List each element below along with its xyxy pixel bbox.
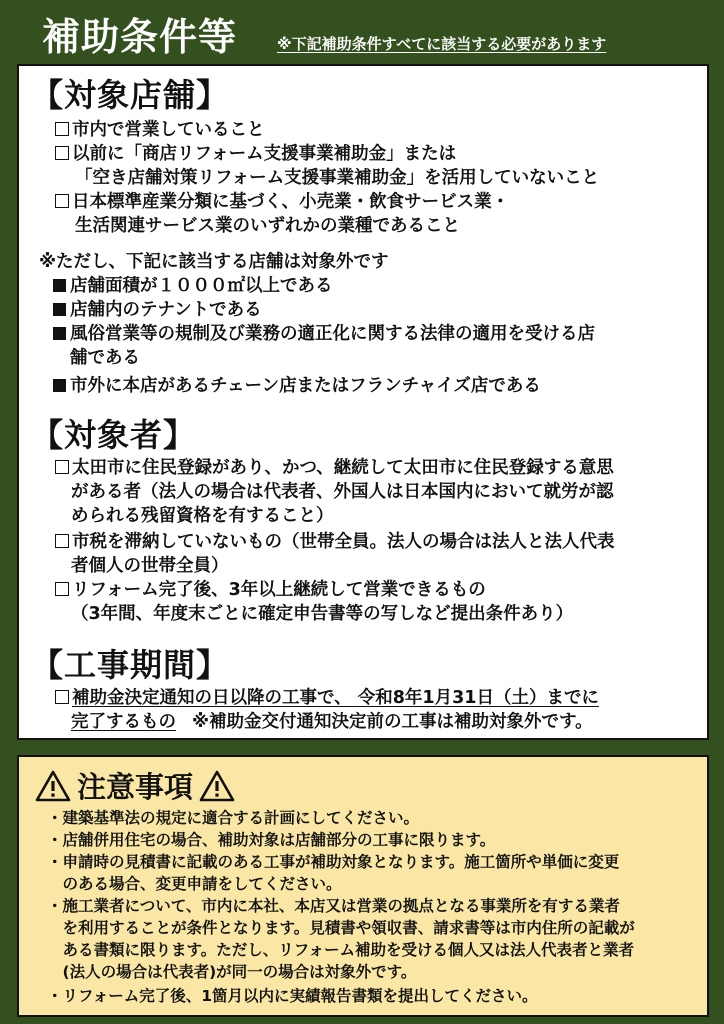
list-item: 補助金決定通知の日以降の工事で、 令和8年1月31日（土）までに <box>55 690 599 708</box>
section-heading-store: 【対象店舗】 <box>31 76 230 114</box>
checkbox-icon <box>55 534 69 548</box>
checkbox-icon <box>55 582 69 596</box>
notice-item: のある場合、変更申請をしてください。 <box>47 875 342 893</box>
notice-item: ・施工業者について、市内に本社、本店又は営業の拠点となる事業所を有する業者 <box>47 897 620 915</box>
list-item: 「空き店舗対策リフォーム支援事業補助金」を活用していないこと <box>75 168 600 188</box>
checkbox-icon <box>55 146 69 160</box>
notice-item: ある書類に限ります。ただし、リフォーム補助を受ける個人又は法人代表者と業者 <box>47 941 634 959</box>
page-title: 補助条件等 <box>42 15 238 59</box>
list-item: （3年間、年度末ごとに確定申告書等の写しなど提出条件あり） <box>71 604 574 624</box>
list-item: 舗である <box>70 348 140 368</box>
square-bullet-icon <box>53 379 66 392</box>
checkbox-icon <box>55 194 69 208</box>
list-item: 者個人の世帯全員） <box>71 556 229 576</box>
list-item: 市税を滞納していないもの（世帯全員。法人の場合は法人と法人代表 <box>55 534 615 552</box>
header <box>0 0 724 66</box>
checkbox-icon <box>55 690 69 704</box>
square-bullet-icon <box>53 279 66 292</box>
notice-heading <box>35 765 235 806</box>
list-item: 市外に本店があるチェーン店またはフランチャイズ店である <box>53 378 541 396</box>
warning-triangle-icon <box>199 770 235 802</box>
conditions-panel <box>17 64 709 740</box>
notice-item: ・リフォーム完了後、1箇月以内に実績報告書類を提出してください。 <box>47 987 538 1005</box>
notice-item: ・店舗併用住宅の場合、補助対象は店舗部分の工事に限ります。 <box>47 831 496 849</box>
square-bullet-icon <box>53 327 66 340</box>
list-item: 以前に「商店リフォーム支援事業補助金」または <box>55 146 456 164</box>
list-item: がある者（法人の場合は代表者、外国人は日本国内において就労が認 <box>71 482 614 502</box>
list-item: リフォーム完了後、3年以上継続して営業できるもの <box>55 582 486 600</box>
square-bullet-icon <box>53 303 66 316</box>
notice-item: ・建築基準法の規定に適合する計画にしてください。 <box>47 809 420 827</box>
notice-item: を利用することが条件となります。見積書や領収書、請求書等は市内住所の記載が <box>47 919 635 937</box>
header-note: ※下記補助条件すべてに該当する必要があります <box>277 35 607 53</box>
section-heading-person: 【対象者】 <box>31 416 197 454</box>
notice-item: (法人の場合は代表者)が同一の場合は対象外です。 <box>47 963 417 981</box>
checkbox-icon <box>55 122 69 136</box>
notice-item: ・申請時の見積書に記載のある工事が補助対象となります。施工箇所や単価に変更 <box>47 853 620 871</box>
exclusion-intro: ※ただし、下記に該当する店舗は対象外です <box>39 252 389 272</box>
notice-title: 注意事項 <box>77 770 194 804</box>
list-item: められる残留資格を有すること） <box>71 506 334 526</box>
list-item: 日本標準産業分類に基づく、小売業・飲食サービス業・ <box>55 194 509 212</box>
checkbox-icon <box>55 460 69 474</box>
notice-panel <box>17 755 709 1017</box>
list-item: 店舗内のテナントである <box>53 302 262 320</box>
list-item: 風俗営業等の規制及び業務の適正化に関する法律の適用を受ける店 <box>53 326 595 344</box>
list-item: 生活関連サービス業のいずれかの業種であること <box>75 216 460 236</box>
list-item: 完了するもの ※補助金交付通知決定前の工事は補助対象外です。 <box>71 712 593 732</box>
section-heading-period: 【工事期間】 <box>31 646 230 684</box>
warning-triangle-icon <box>35 770 71 802</box>
list-item: 市内で営業していること <box>55 122 265 140</box>
list-item: 店舗面積が１０００㎡以上である <box>53 278 333 296</box>
list-item: 太田市に住民登録があり、かつ、継続して太田市に住民登録する意思 <box>55 460 614 478</box>
